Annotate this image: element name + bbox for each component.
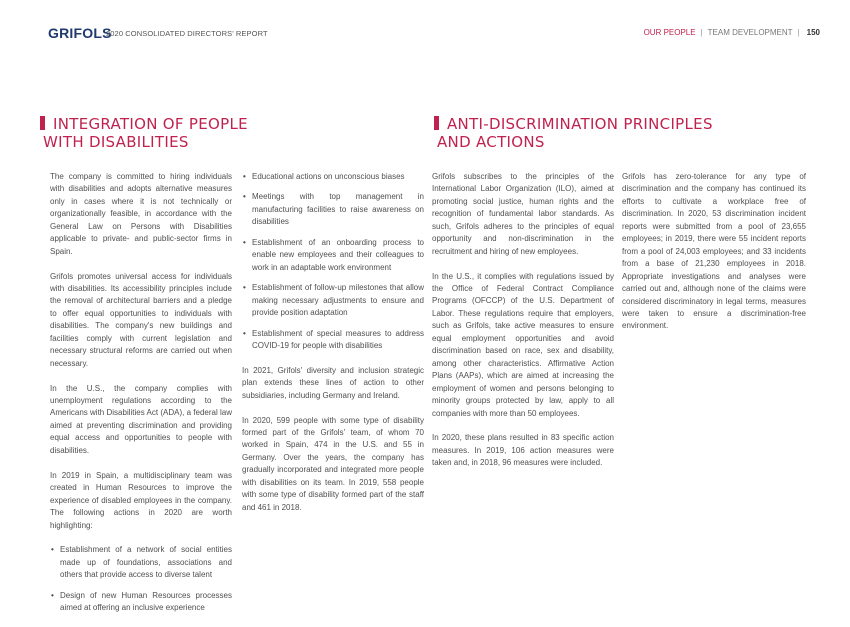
breadcrumb-separator: | [700,28,703,37]
section-breadcrumb [644,28,820,37]
text-column-1 [50,171,232,627]
heading-accent-bar [434,116,439,130]
list-item: • Meetings with top management in manufacturing facilities to raise awareness on disabilities [243,192,424,227]
bullet-icon: • [51,545,54,555]
paragraph: In the U.S., the company complies with unemployment regulations according to the Americans with Disabilities Act (ADA), a federal law aimed at preventing discrimination and providing equal access and opportunities to people with disabilities. [50,383,232,455]
page-number: 150 [806,28,820,37]
list-item: • Establishment of follow-up milestones that allow making necessary adjustments to ensure and provide position adaptation [243,283,424,318]
bullet-icon: • [243,328,246,338]
breadcrumb-subsection[interactable]: TEAM DEVELOPMENT [707,28,793,37]
list-item: • Design of new Human Resources processes aimed at offering an inclusive experience [51,590,232,613]
heading-line-1: ANTI-DISCRIMINATION PRINCIPLES [447,115,713,133]
heading-line-1: INTEGRATION OF PEOPLE [53,115,248,133]
list-item: • Establishment of an onboarding process to enable new employees and their colleagues to work in an adaptable work environment [243,237,424,272]
bullet-icon: • [51,590,54,600]
paragraph: In 2020, 599 people with some type of disability formed part of the Grifols' team, of whom 70 worked in Spain, 474 in the U.S. and 55 in Germany. Over the years, the company has gradually incorporated and integrated more people with disabilities on its team. In 2019, 558 people with some type of disability formed part of the staff and 461 in 2018. [242,415,424,512]
list-item: • Establishment of special measures to address COVID-19 for people with disabilities [243,328,424,350]
bullet-icon: • [243,283,246,293]
paragraph: In 2021, Grifols' diversity and inclusion strategic plan extends these lines of action to other subsidiaries, including Germany and Ireland. [242,365,424,400]
heading-line-2: AND ACTIONS [437,133,545,151]
bullet-icon: • [243,237,246,247]
paragraph: In the U.S., it complies with regulations issued by the Office of Federal Contract Compliance Programs (OFCCP) of the U.S. Department of Labor. These regulations require that employers, such as Grifols, take active measures to ensure equal employment opportunities and avoid discrimination based on race, sex and disability, among other characteristics. Affirmative Action Plans (AAPs), which are aimed at increasing the employment of women and persons belonging to minority groups protected by law, apply to all companies with more than 50 employees. [432,271,614,418]
text-column-4 [622,171,806,345]
paragraph: In 2019 in Spain, a multidisciplinary team was created in Human Resources to improve the experience of disabled employees in the company. The following actions in 2020 are worth highlighting: [50,470,232,530]
report-title: 2020 CONSOLIDATED DIRECTORS' REPORT [106,29,268,38]
bullet-icon: • [243,172,246,181]
list-item: • Establishment of a network of social entities made up of foundations, associations and others that provide access to diverse talent [51,545,232,580]
list-item: • Educational actions on unconscious biases [242,171,424,183]
paragraph: In 2020, these plans resulted in 83 specific action measures. In 2019, 106 action measures were taken and, in 2018, 96 measures were included. [432,433,614,468]
bullet-list [50,544,232,614]
grifols-logo: GRIFOLS [48,25,112,41]
breadcrumb-separator: | [797,28,800,37]
paragraph: Grifols has zero-tolerance for any type of discrimination and the company has continued its efforts to cultivate a workplace free of discrimination. In 2020, 53 discrimination incident reports were submitted from a pool of 23,655 employees; in 2019, there were 55 incident reports from a pool of 24,003 employees; and 33 incidents from a base of 21,230 employees in 2018. Appropriate investigations and analyses were carried out and, although none of the claims were considered discriminatory in legal terms, measures were taken to ensure a discrimination-free environment. [622,172,806,331]
paragraph: The company is committed to hiring individuals with disabilities and adopts alternative measures only in cases where it is not technically or organizationally feasible, in accordance with the General Law on Persons with Disabilities applicable to private- and public-sector firms in Spain. [50,172,232,256]
text-column-3 [432,171,614,482]
breadcrumb-section[interactable]: OUR PEOPLE [643,28,696,37]
paragraph: Grifols subscribes to the principles of the International Labor Organization (ILO), aimed at promoting social justice, human rights and the recognition of fundamental labor standards. As such, Grifols adheres to the principles of equal opportunity and non-discrimination in the recruitment and hiring of new employees. [432,172,614,256]
heading-accent-bar [40,116,45,130]
bullet-list [242,171,424,352]
heading-line-2: WITH DISABILITIES [43,133,189,151]
paragraph: Grifols promotes universal access for individuals with disabilities. Its accessibility principles include the removal of architectural barriers and a pledge to offer equal opportunities to individuals with disabilities. The company's new buildings and facilities comply with current legislation and necessary structural reforms are carried out when necessary. [50,271,232,368]
bullet-icon: • [243,192,246,202]
page-header [48,24,820,44]
heading-anti-discrimination [434,115,794,151]
heading-integration-disabilities [40,115,380,151]
text-column-2 [242,171,424,527]
